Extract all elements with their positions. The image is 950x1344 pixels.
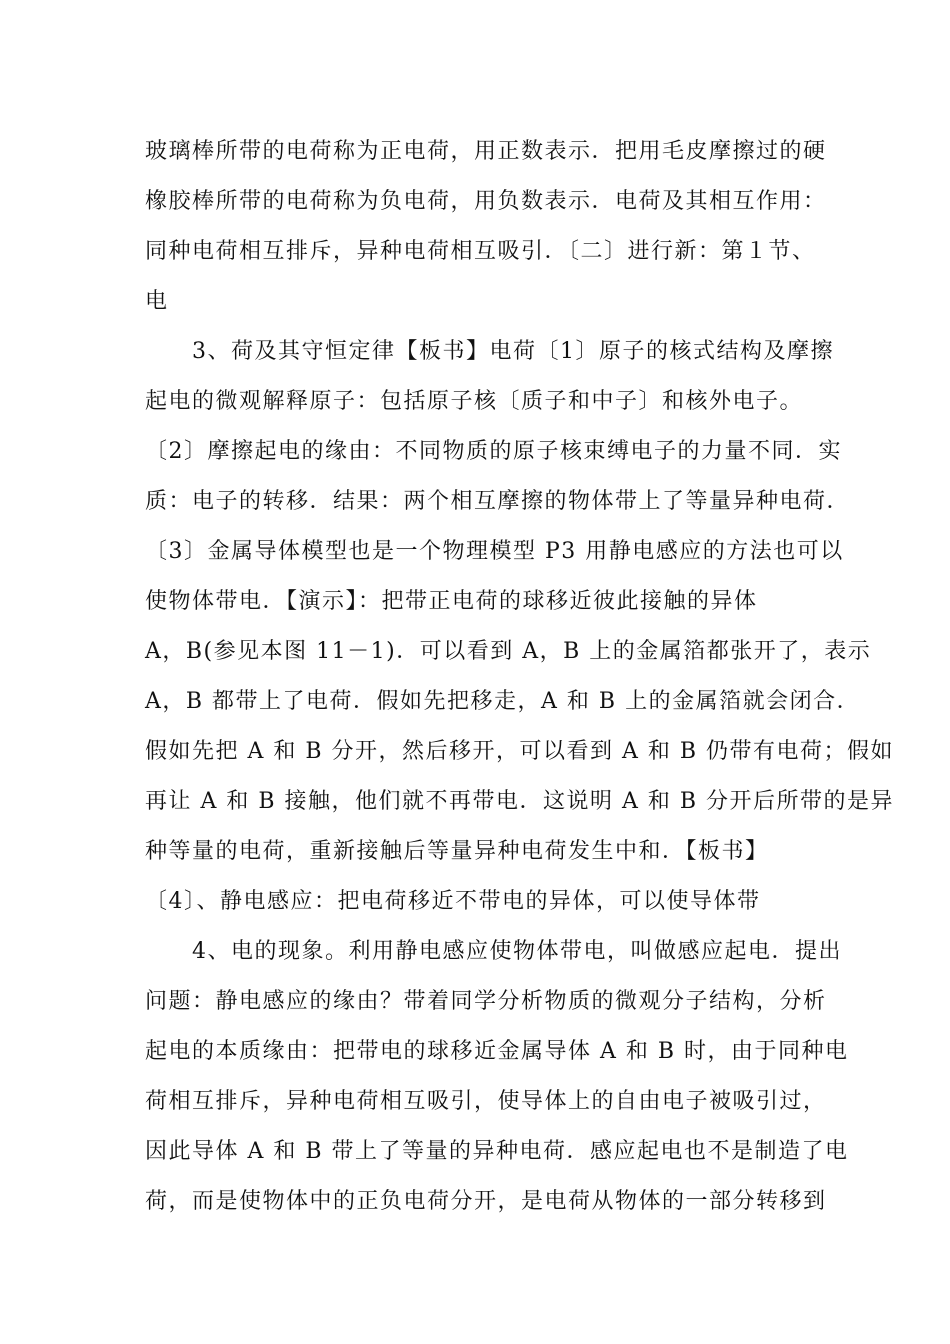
- text-line: 玻璃棒所带的电荷称为正电荷，用正数表示．把用毛皮摩擦过的硬: [145, 139, 827, 164]
- text-line: 假如先把 A 和 B 分开，然后移开，可以看到 A 和 B 仍带有电荷；假如: [145, 739, 895, 764]
- text-line: 起电的本质缘由：把带电的球移近金属导体 A 和 B 时，由于同种电: [145, 1039, 849, 1064]
- text-line: 质：电子的转移．结果：两个相互摩擦的物体带上了等量异种电荷．: [145, 489, 851, 514]
- text-line: 电: [145, 289, 169, 314]
- paragraph-start-line: 3、荷及其守恒定律【板书】电荷〔1〕原子的核式结构及摩擦: [192, 339, 834, 364]
- text-line: 起电的微观解释原子：包括原子核〔质子和中子〕和核外电子。: [145, 389, 804, 414]
- text-line: 同种电荷相互排斥，异种电荷相互吸引．〔二〕进行新：第１节、: [145, 239, 816, 264]
- text-line: 〔4〕、静电感应：把电荷移近不带电的异体，可以使导体带: [145, 889, 761, 914]
- text-line: 因此导体 A 和 B 带上了等量的异种电荷．感应起电也不是制造了电: [145, 1139, 849, 1164]
- text-line: 〔2〕摩擦起电的缘由：不同物质的原子核束缚电子的力量不同．实: [145, 439, 842, 464]
- text-line: A，B(参见本图 11－1)．可以看到 A，B 上的金属箔都张开了，表示: [145, 639, 872, 664]
- text-line: 再让 A 和 B 接触，他们就不再带电．这说明 A 和 B 分开后所带的是异: [145, 789, 895, 814]
- text-line: 问题：静电感应的缘由？带着同学分析物质的微观分子结构，分析: [145, 989, 827, 1014]
- text-line: 荷，而是使物体中的正负电荷分开，是电荷从物体的一部分转移到: [145, 1189, 827, 1214]
- paragraph-start-line: 4、电的现象。利用静电感应使物体带电，叫做感应起电．提出: [192, 939, 842, 964]
- text-line: 〔3〕金属导体模型也是一个物理模型 P3 用静电感应的方法也可以: [145, 539, 844, 564]
- text-line: 橡胶棒所带的电荷称为负电荷，用负数表示．电荷及其相互作用：: [145, 189, 827, 214]
- text-line: A，B 都带上了电荷．假如先把移走，A 和 B 上的金属箔就会闭合．: [145, 689, 861, 714]
- text-line: 荷相互排斥，异种电荷相互吸引，使导体上的自由电子被吸引过，: [145, 1089, 827, 1114]
- text-line: 使物体带电．【演示】：把带正电荷的球移近彼此接触的异体: [145, 589, 758, 614]
- text-line: 种等量的电荷，重新接触后等量异种电荷发生中和．【板书】: [145, 839, 769, 864]
